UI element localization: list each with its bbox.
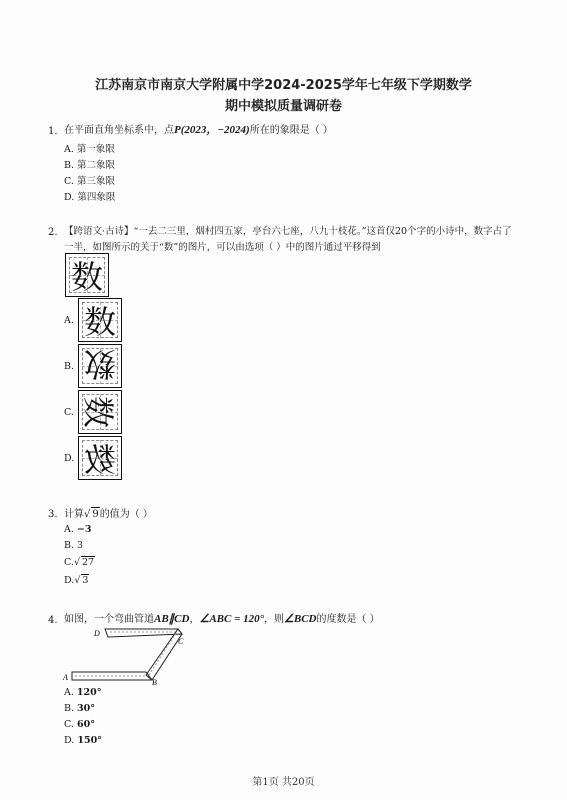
question-number: 1.: [48, 126, 58, 137]
option-b-label: B.: [64, 361, 75, 372]
label-c: C: [178, 637, 184, 646]
sqrt-sign: √: [73, 557, 81, 568]
question-text-post: 所在的象限是（ ）: [249, 125, 333, 136]
option-a-label: A.: [64, 315, 74, 326]
option-d: D.√ 3: [64, 575, 89, 586]
sqrt-sign: √: [84, 509, 91, 520]
glyph-original: [65, 253, 109, 297]
glyph-option-c: [78, 390, 122, 434]
glyph-char: 数: [84, 441, 117, 479]
question-text-line1: 【跨语文·古诗】“一去二三里，烟村四五家，亭台六七座，八九十枝花。”这首仅20个字的小诗中，数字占了: [64, 226, 512, 237]
question-text-pre: 在平面直角坐标系中，点: [64, 125, 174, 136]
option-c: C. 60°: [64, 719, 95, 730]
option-a-value: 120°: [76, 687, 102, 698]
option-b-value: 3: [77, 540, 84, 551]
glyph-char: 数: [84, 345, 117, 383]
label-a: A: [63, 673, 68, 682]
glyph-char: 数: [83, 303, 116, 341]
option-b: B. 3: [64, 540, 84, 551]
question-text-pre: 计算: [64, 509, 84, 520]
question-text-line2: 一半，如图所示的关于“数”的图片，可以由选项（ ）中的图片通过平移得到: [64, 242, 381, 253]
bent-pipe-diagram: [60, 624, 190, 686]
question-number: 3.: [48, 509, 58, 520]
option-c-value: 60°: [76, 719, 95, 730]
option-a: A. 120°: [64, 687, 102, 698]
question-text: [64, 507, 153, 521]
exam-title-line2: 期中模拟质量调研卷: [224, 99, 342, 114]
point-coordinates: P(2023，−2024): [174, 124, 250, 136]
question-text-post: 的值为（ ）: [99, 509, 153, 520]
option-d: D. 第四象限: [64, 192, 116, 203]
option-c: C. 第三象限: [64, 176, 115, 187]
option-a: A. −3: [64, 524, 92, 535]
option-a-value: −3: [76, 524, 92, 535]
question-text: [64, 124, 333, 137]
angle-bcd: ∠BCD: [284, 613, 317, 625]
glyph-option-d: [78, 436, 122, 480]
glyph-char: 数: [70, 258, 103, 296]
question-number: 4.: [48, 615, 58, 626]
exam-title-line1: 江苏南京市南京大学附属中学2024-2025学年七年级下学期数学: [95, 78, 472, 93]
angle-abc: ∠ABC = 120°: [199, 613, 265, 625]
option-d-label: D.: [64, 453, 75, 464]
glyph-char: 数: [79, 395, 117, 428]
option-b: B. 第二象限: [64, 160, 116, 171]
label-d: D: [94, 629, 100, 638]
page-footer: 第1页 共20页: [252, 777, 315, 788]
option-c-value: 27: [82, 557, 95, 568]
question-number: 2.: [48, 227, 58, 238]
option-d: D. 150°: [64, 735, 102, 746]
sqrt-sign: √: [74, 575, 81, 586]
glyph-option-a: [78, 298, 122, 342]
option-b: B. 30°: [64, 703, 96, 714]
glyph-option-b: [78, 344, 122, 388]
option-c-label: C.: [64, 407, 74, 418]
option-d-value: 150°: [77, 735, 102, 746]
label-b: B: [152, 678, 157, 686]
radicand: 9: [92, 509, 99, 520]
question-text: 如图，一个弯曲管道AB∥CD，∠ABC = 120°，则∠BCD的度数是（ ）: [64, 613, 380, 625]
parallel-expression: AB∥CD: [154, 613, 190, 625]
option-c: C.√ 27: [64, 557, 95, 568]
option-a: A. 第一象限: [64, 144, 115, 155]
option-d-value: 3: [82, 575, 89, 586]
option-b-value: 30°: [77, 703, 96, 714]
